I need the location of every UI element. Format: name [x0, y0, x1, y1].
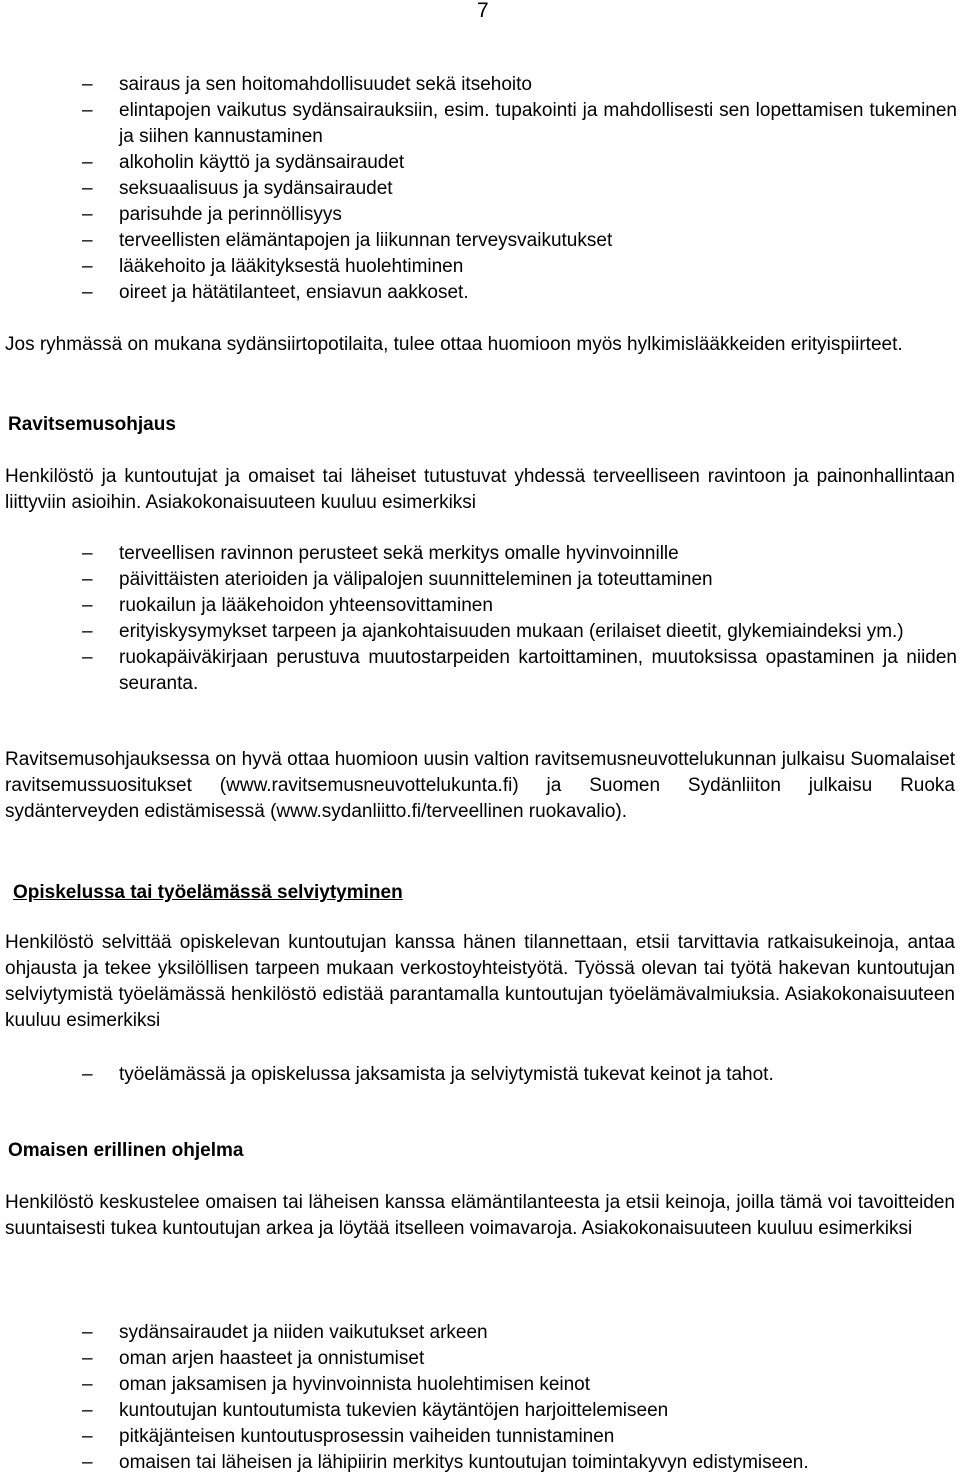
nutrition-list	[0, 541, 957, 697]
dash-bullet: –	[82, 1322, 93, 1343]
list-item: – sairaus ja sen hoitomahdollisuudet sekä itsehoito	[0, 72, 957, 98]
list-item: – oireet ja hätätilanteet, ensiavun aakkoset.	[0, 280, 957, 306]
heading-opiskelu: Opiskelussa tai työelämässä selviytyminen	[13, 882, 403, 903]
dash-bullet: –	[82, 543, 93, 564]
list-item: – omaisen tai läheisen ja lähipiirin merkitys kuntoutujan toimintakyvyn edistymiseen.	[0, 1450, 957, 1476]
list-item: – pitkäjänteisen kuntoutusprosessin vaiheiden tunnistaminen	[0, 1424, 957, 1450]
dash-bullet: –	[82, 1348, 93, 1369]
dash-bullet: –	[82, 230, 93, 251]
list-item: – ruokailun ja lääkehoidon yhteensovittaminen	[0, 593, 957, 619]
topics-list	[0, 72, 957, 306]
dash-bullet: –	[82, 1400, 93, 1421]
heading-omaisen-ohjelma: Omaisen erillinen ohjelma	[8, 1140, 244, 1161]
list-item: – lääkehoito ja lääkityksestä huolehtiminen	[0, 254, 957, 280]
dash-bullet: –	[82, 1064, 93, 1085]
page-number: 7	[477, 0, 489, 22]
dash-bullet: –	[82, 595, 93, 616]
list-item: – elintapojen vaikutus sydänsairauksiin, esim. tupakointi ja mahdollisesti sen lopettamisen tukeminen ja siihen kannustaminen	[82, 100, 957, 147]
list-item: – päivittäisten aterioiden ja välipalojen suunnitteleminen ja toteuttaminen	[0, 567, 957, 593]
list-item: – terveellisen ravinnon perusteet sekä merkitys omalle hyvinvoinnille	[0, 541, 957, 567]
list-item: – ruokapäiväkirjaan perustuva muutostarpeiden kartoittaminen, muutoksissa opastaminen ja niiden seuranta.	[82, 647, 957, 694]
paragraph-family-program: Henkilöstö keskustelee omaisen tai läheisen kanssa elämäntilanteesta ja etsii keinoja, joilla tämä voi tavoitteiden suuntaisesti tukea kuntoutujan arkea ja löytää itselleen voimavaroja. Asiakokonaisuuteen kuuluu esimerkiksi	[5, 1192, 955, 1239]
dash-bullet: –	[82, 178, 93, 199]
dash-bullet: –	[82, 1452, 93, 1473]
list-item: – työelämässä ja opiskelussa jaksamista ja selviytymistä tukevat keinot ja tahot.	[0, 1062, 957, 1088]
list-item: – sydänsairaudet ja niiden vaikutukset arkeen	[0, 1320, 957, 1346]
dash-bullet: –	[82, 256, 93, 277]
paragraph-nutrition-intro: Henkilöstö ja kuntoutujat ja omaiset tai läheiset tutustuvat yhdessä terveelliseen ravintoon ja painonhallintaan liittyviin asioihin. Asiakokonaisuuteen kuuluu esimerkiksi	[5, 466, 955, 513]
dash-bullet: –	[82, 100, 93, 121]
list-item: – parisuhde ja perinnöllisyys	[0, 202, 957, 228]
dash-bullet: –	[82, 204, 93, 225]
work-study-list	[0, 1062, 957, 1088]
dash-bullet: –	[82, 1426, 93, 1447]
heading-ravitsemusohjaus: Ravitsemusohjaus	[8, 414, 176, 435]
dash-bullet: –	[82, 569, 93, 590]
dash-bullet: –	[82, 152, 93, 173]
dash-bullet: –	[82, 1374, 93, 1395]
dash-bullet: –	[82, 282, 93, 303]
dash-bullet: –	[82, 621, 93, 642]
paragraph-nutrition-recommendations: Ravitsemusohjauksessa on hyvä ottaa huomioon uusin valtion ravitsemusneuvottelukunnan julkaisu Suomalaiset ravitsemussuositukset (www.ravitsemusneuvottelukunta.fi) ja Suomen Sydänliiton julkaisu Ruoka sydänterveyden edistämisessä (www.sydanliitto.fi/terveellinen ruokavalio).	[5, 749, 955, 822]
list-item: – terveellisten elämäntapojen ja liikunnan terveysvaikutukset	[0, 228, 957, 254]
family-list	[0, 1320, 957, 1476]
dash-bullet: –	[82, 647, 93, 668]
list-item: – kuntoutujan kuntoutumista tukevien käytäntöjen harjoittelemiseen	[0, 1398, 957, 1424]
list-item: – erityiskysymykset tarpeen ja ajankohtaisuuden mukaan (erilaiset dieetit, glykemiaindeksi ym.)	[0, 619, 957, 645]
list-item: – alkoholin käyttö ja sydänsairaudet	[0, 150, 957, 176]
list-item: – oman arjen haasteet ja onnistumiset	[0, 1346, 957, 1372]
list-item: – oman jaksamisen ja hyvinvoinnista huolehtimisen keinot	[0, 1372, 957, 1398]
dash-bullet: –	[82, 74, 93, 95]
list-item: – seksuaalisuus ja sydänsairaudet	[0, 176, 957, 202]
paragraph-transplant: Jos ryhmässä on mukana sydänsiirtopotilaita, tulee ottaa huomioon myös hylkimislääkkeiden erityispiirteet.	[5, 334, 903, 355]
paragraph-work-study: Henkilöstö selvittää opiskelevan kuntoutujan kanssa hänen tilannettaan, etsii tarvittavia ratkaisukeinoja, antaa ohjausta ja tekee yksilöllisen tarpeen mukaan verkostoyhteistyötä. Työssä olevan tai työtä hakevan kuntoutujan selviytymistä työelämässä henkilöstö edistää parantamalla kuntoutujan työelämävalmiuksia. Asiakokonaisuuteen kuuluu esimerkiksi	[5, 932, 955, 1031]
